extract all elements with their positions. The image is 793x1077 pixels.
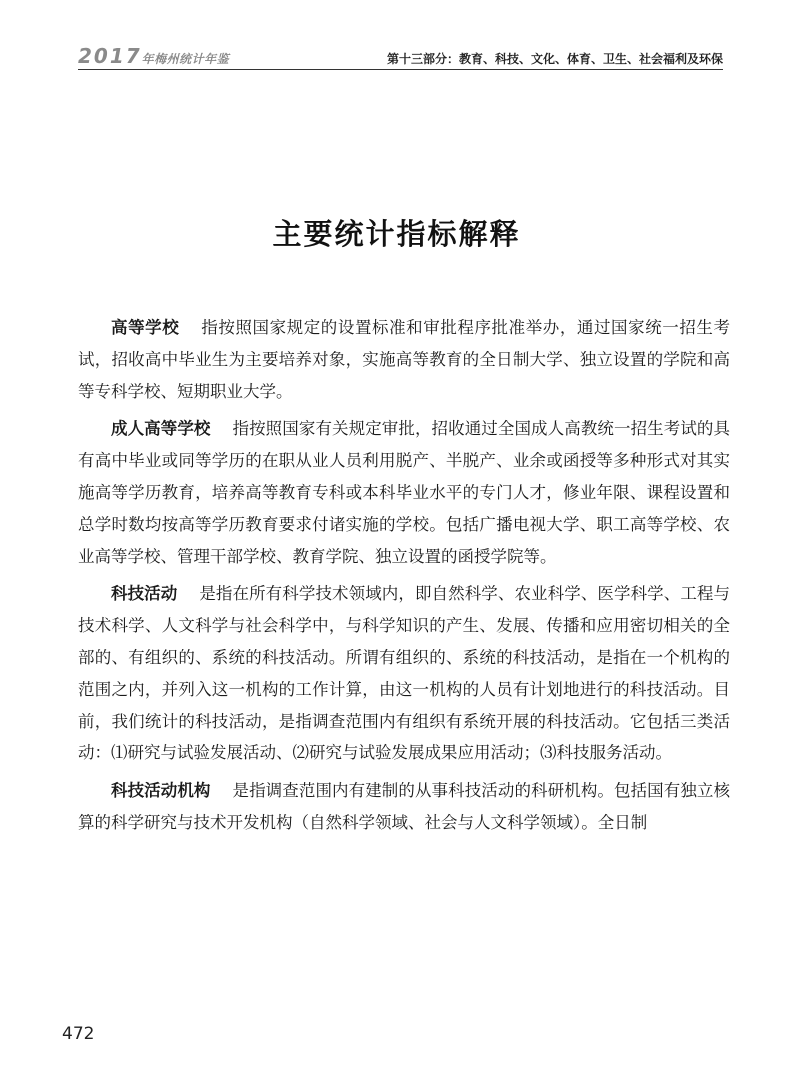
yearbook-name: 年梅州统计年鉴 <box>141 52 230 66</box>
definition-text: 指按照国家有关规定审批，招收通过全国成人高教统一招生考试的具有高中毕业或同等学历的在职从业人员利用脱产、半脱产、业余或函授等多种形式对其实施高等学历教育，培养高等教育专科或本科毕业水平的专门人才，修业年限、课程设置和总学时数均按高等学历教育要求付诸实施的学校。包括广播电视大学、职工高等学校、农业高等学校、管理干部学校、教育学院、独立设置的函授学院等。 <box>78 419 731 566</box>
definition-paragraph <box>78 578 730 769</box>
running-header <box>78 42 723 70</box>
yearbook-year: 2017 <box>78 44 142 68</box>
term-label: 科技活动机构 <box>111 781 211 801</box>
page-number: 472 <box>62 1024 95 1044</box>
term-label: 科技活动 <box>111 584 178 604</box>
section-title: 第十三部分：教育、科技、文化、体育、卫生、社会福利及环保 <box>386 52 723 66</box>
definition-text: 是指在所有科学技术领域内，即自然科学、农业科学、医学科学、工程与技术科学、人文科学与社会科学中，与科学知识的产生、发展、传播和应用密切相关的全部的、有组织的、系统的科技活动。所谓有组织的、系统的科技活动，是指在一个机构的范围之内，并列入这一机构的工作计算，由这一机构的人员有计划地进行的科技活动。目前，我们统计的科技活动，是指调查范围内有组织有系统开展的科技活动。它包括三类活动：⑴研究与试验发展活动、⑵研究与试验发展成果应用活动；⑶科技服务活动。 <box>78 584 731 763</box>
definition-paragraph <box>78 413 730 572</box>
definition-text: 是指调查范围内有建制的从事科技活动的科研机构。包括国有独立核算的科学研究与技术开发机构（自然科学领域、社会与人文科学领域）。全日制 <box>78 781 731 832</box>
header-rule <box>78 69 723 70</box>
term-label: 成人高等学校 <box>111 419 211 439</box>
definition-paragraph <box>78 312 730 407</box>
term-label: 高等学校 <box>111 318 180 337</box>
definition-paragraph <box>78 775 730 839</box>
body-text <box>78 312 730 845</box>
page-title: 主要统计指标解释 <box>272 217 521 251</box>
definition-text: 指按照国家规定的设置标准和审批程序批准举办，通过国家统一招生考试，招收高中毕业生为主要培养对象，实施高等教育的全日制大学、独立设置的学院和高等专科学校、短期职业大学。 <box>78 318 731 401</box>
yearbook-mark <box>78 44 229 68</box>
